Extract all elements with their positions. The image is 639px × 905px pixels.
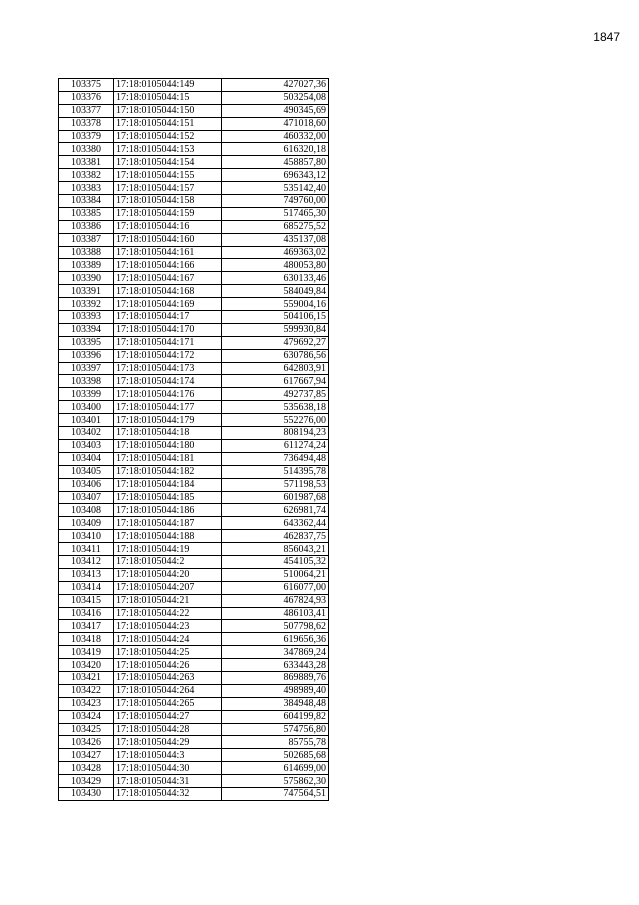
cadastral-value-cell: 619656,36 [222, 633, 329, 646]
row-number-cell: 103377 [59, 104, 114, 117]
cadastral-number-cell: 17:18:0105044:179 [114, 414, 222, 427]
cadastral-number-cell: 17:18:0105044:19 [114, 543, 222, 556]
table-row [59, 439, 329, 452]
cadastral-value-cell: 552276,00 [222, 414, 329, 427]
cadastral-number-cell: 17:18:0105044:3 [114, 749, 222, 762]
row-number-cell: 103383 [59, 182, 114, 195]
row-number-cell: 103378 [59, 117, 114, 130]
table-row [59, 117, 329, 130]
cadastral-number-cell: 17:18:0105044:152 [114, 130, 222, 143]
cadastral-value-cell: 604199,82 [222, 710, 329, 723]
row-number-cell: 103386 [59, 220, 114, 233]
table-row [59, 272, 329, 285]
cadastral-number-cell: 17:18:0105044:180 [114, 439, 222, 452]
cadastral-value-cell: 617667,94 [222, 375, 329, 388]
cadastral-number-cell: 17:18:0105044:17 [114, 311, 222, 324]
row-number-cell: 103375 [59, 79, 114, 92]
cadastral-number-cell: 17:18:0105044:171 [114, 336, 222, 349]
table-row [59, 388, 329, 401]
table-row [59, 697, 329, 710]
cadastral-value-cell: 502685,68 [222, 749, 329, 762]
cadastral-value-cell: 462837,75 [222, 530, 329, 543]
cadastral-number-cell: 17:18:0105044:184 [114, 478, 222, 491]
row-number-cell: 103379 [59, 130, 114, 143]
table-row [59, 375, 329, 388]
table-row [59, 298, 329, 311]
table-row [59, 762, 329, 775]
cadastral-number-cell: 17:18:0105044:155 [114, 169, 222, 182]
table-row [59, 156, 329, 169]
table-row [59, 336, 329, 349]
table-row [59, 594, 329, 607]
cadastral-value-cell: 517465,30 [222, 207, 329, 220]
table-row [59, 401, 329, 414]
cadastral-value-cell: 574756,80 [222, 723, 329, 736]
table-body [59, 79, 329, 801]
table-row [59, 684, 329, 697]
table-row [59, 452, 329, 465]
table-row [59, 169, 329, 182]
cadastral-number-cell: 17:18:0105044:16 [114, 220, 222, 233]
row-number-cell: 103394 [59, 323, 114, 336]
cadastral-value-cell: 510064,21 [222, 568, 329, 581]
cadastral-value-cell: 616077,00 [222, 581, 329, 594]
table-row [59, 233, 329, 246]
row-number-cell: 103402 [59, 427, 114, 440]
row-number-cell: 103411 [59, 543, 114, 556]
cadastral-value-cell: 460332,00 [222, 130, 329, 143]
row-number-cell: 103387 [59, 233, 114, 246]
row-number-cell: 103403 [59, 439, 114, 452]
table-row [59, 362, 329, 375]
table-row [59, 143, 329, 156]
row-number-cell: 103412 [59, 555, 114, 568]
cadastral-value-cell: 696343,12 [222, 169, 329, 182]
cadastral-number-cell: 17:18:0105044:25 [114, 646, 222, 659]
table-row [59, 104, 329, 117]
cadastral-value-cell: 736494,48 [222, 452, 329, 465]
cadastral-number-cell: 17:18:0105044:151 [114, 117, 222, 130]
cadastral-number-cell: 17:18:0105044:177 [114, 401, 222, 414]
table-row [59, 659, 329, 672]
row-number-cell: 103406 [59, 478, 114, 491]
table-row [59, 311, 329, 324]
row-number-cell: 103404 [59, 452, 114, 465]
table-row [59, 79, 329, 92]
cadastral-number-cell: 17:18:0105044:27 [114, 710, 222, 723]
cadastral-value-cell: 626981,74 [222, 504, 329, 517]
table-row [59, 775, 329, 788]
table-row [59, 530, 329, 543]
cadastral-value-cell: 747564,51 [222, 787, 329, 800]
table-row [59, 568, 329, 581]
cadastral-number-cell: 17:18:0105044:159 [114, 207, 222, 220]
cadastral-number-cell: 17:18:0105044:26 [114, 659, 222, 672]
cadastral-number-cell: 17:18:0105044:264 [114, 684, 222, 697]
cadastral-value-cell: 435137,08 [222, 233, 329, 246]
cadastral-value-cell: 584049,84 [222, 285, 329, 298]
cadastral-number-cell: 17:18:0105044:188 [114, 530, 222, 543]
cadastral-value-cell: 507798,62 [222, 620, 329, 633]
table-row [59, 543, 329, 556]
row-number-cell: 103389 [59, 259, 114, 272]
cadastral-number-cell: 17:18:0105044:174 [114, 375, 222, 388]
row-number-cell: 103384 [59, 195, 114, 208]
row-number-cell: 103382 [59, 169, 114, 182]
row-number-cell: 103419 [59, 646, 114, 659]
cadastral-number-cell: 17:18:0105044:22 [114, 607, 222, 620]
row-number-cell: 103376 [59, 91, 114, 104]
cadastral-value-cell: 685275,52 [222, 220, 329, 233]
cadastral-number-cell: 17:18:0105044:149 [114, 79, 222, 92]
cadastral-number-cell: 17:18:0105044:24 [114, 633, 222, 646]
row-number-cell: 103421 [59, 671, 114, 684]
cadastral-number-cell: 17:18:0105044:2 [114, 555, 222, 568]
cadastral-number-cell: 17:18:0105044:172 [114, 349, 222, 362]
row-number-cell: 103426 [59, 736, 114, 749]
cadastral-value-cell: 427027,36 [222, 79, 329, 92]
cadastral-value-cell: 808194,23 [222, 427, 329, 440]
table-row [59, 285, 329, 298]
cadastral-number-cell: 17:18:0105044:20 [114, 568, 222, 581]
row-number-cell: 103413 [59, 568, 114, 581]
page-number: 1847 [593, 30, 620, 44]
row-number-cell: 103424 [59, 710, 114, 723]
cadastral-value-cell: 633443,28 [222, 659, 329, 672]
cadastral-number-cell: 17:18:0105044:182 [114, 465, 222, 478]
row-number-cell: 103423 [59, 697, 114, 710]
cadastral-number-cell: 17:18:0105044:157 [114, 182, 222, 195]
cadastral-number-cell: 17:18:0105044:181 [114, 452, 222, 465]
cadastral-number-cell: 17:18:0105044:167 [114, 272, 222, 285]
table-row [59, 414, 329, 427]
cadastral-number-cell: 17:18:0105044:18 [114, 427, 222, 440]
row-number-cell: 103397 [59, 362, 114, 375]
table-row [59, 581, 329, 594]
table-row [59, 491, 329, 504]
cadastral-value-cell: 504106,15 [222, 311, 329, 324]
table-row [59, 787, 329, 800]
cadastral-value-cell: 479692,27 [222, 336, 329, 349]
cadastral-number-cell: 17:18:0105044:185 [114, 491, 222, 504]
row-number-cell: 103395 [59, 336, 114, 349]
table-row [59, 620, 329, 633]
cadastral-number-cell: 17:18:0105044:30 [114, 762, 222, 775]
cadastral-value-cell: 85755,78 [222, 736, 329, 749]
cadastral-value-cell: 486103,41 [222, 607, 329, 620]
row-number-cell: 103398 [59, 375, 114, 388]
row-number-cell: 103392 [59, 298, 114, 311]
cadastral-value-cell: 490345,69 [222, 104, 329, 117]
table-row [59, 710, 329, 723]
cadastral-number-cell: 17:18:0105044:32 [114, 787, 222, 800]
row-number-cell: 103390 [59, 272, 114, 285]
cadastral-value-cell: 630786,56 [222, 349, 329, 362]
cadastral-value-cell: 503254,08 [222, 91, 329, 104]
cadastral-value-cell: 749760,00 [222, 195, 329, 208]
table-row [59, 246, 329, 259]
cadastral-value-cell: 616320,18 [222, 143, 329, 156]
table-row [59, 182, 329, 195]
row-number-cell: 103381 [59, 156, 114, 169]
table-row [59, 504, 329, 517]
row-number-cell: 103414 [59, 581, 114, 594]
table-row [59, 736, 329, 749]
cadastral-value-cell: 347869,24 [222, 646, 329, 659]
row-number-cell: 103396 [59, 349, 114, 362]
cadastral-value-cell: 467824,93 [222, 594, 329, 607]
row-number-cell: 103401 [59, 414, 114, 427]
table-row [59, 323, 329, 336]
table-row [59, 478, 329, 491]
cadastral-number-cell: 17:18:0105044:21 [114, 594, 222, 607]
cadastral-value-cell: 642803,91 [222, 362, 329, 375]
table-row [59, 633, 329, 646]
cadastral-number-cell: 17:18:0105044:31 [114, 775, 222, 788]
cadastral-number-cell: 17:18:0105044:28 [114, 723, 222, 736]
cadastral-value-table [58, 78, 329, 801]
cadastral-number-cell: 17:18:0105044:169 [114, 298, 222, 311]
table-row [59, 91, 329, 104]
table-row [59, 427, 329, 440]
row-number-cell: 103388 [59, 246, 114, 259]
cadastral-number-cell: 17:18:0105044:187 [114, 517, 222, 530]
cadastral-number-cell: 17:18:0105044:153 [114, 143, 222, 156]
cadastral-value-cell: 535142,40 [222, 182, 329, 195]
table-row [59, 130, 329, 143]
row-number-cell: 103380 [59, 143, 114, 156]
cadastral-number-cell: 17:18:0105044:176 [114, 388, 222, 401]
table-row [59, 723, 329, 736]
cadastral-value-cell: 458857,80 [222, 156, 329, 169]
cadastral-value-cell: 599930,84 [222, 323, 329, 336]
cadastral-number-cell: 17:18:0105044:168 [114, 285, 222, 298]
row-number-cell: 103408 [59, 504, 114, 517]
cadastral-value-cell: 469363,02 [222, 246, 329, 259]
table-row [59, 646, 329, 659]
cadastral-value-cell: 471018,60 [222, 117, 329, 130]
cadastral-number-cell: 17:18:0105044:170 [114, 323, 222, 336]
cadastral-value-cell: 559004,16 [222, 298, 329, 311]
cadastral-number-cell: 17:18:0105044:207 [114, 581, 222, 594]
cadastral-value-cell: 571198,53 [222, 478, 329, 491]
cadastral-number-cell: 17:18:0105044:265 [114, 697, 222, 710]
row-number-cell: 103409 [59, 517, 114, 530]
cadastral-number-cell: 17:18:0105044:15 [114, 91, 222, 104]
cadastral-value-cell: 514395,78 [222, 465, 329, 478]
cadastral-value-cell: 614699,00 [222, 762, 329, 775]
row-number-cell: 103416 [59, 607, 114, 620]
table-row [59, 607, 329, 620]
cadastral-number-cell: 17:18:0105044:158 [114, 195, 222, 208]
cadastral-value-cell: 492737,85 [222, 388, 329, 401]
table-row [59, 517, 329, 530]
cadastral-number-cell: 17:18:0105044:186 [114, 504, 222, 517]
table-row [59, 465, 329, 478]
table-row [59, 555, 329, 568]
row-number-cell: 103427 [59, 749, 114, 762]
row-number-cell: 103410 [59, 530, 114, 543]
cadastral-value-cell: 869889,76 [222, 671, 329, 684]
cadastral-value-cell: 611274,24 [222, 439, 329, 452]
cadastral-number-cell: 17:18:0105044:160 [114, 233, 222, 246]
row-number-cell: 103405 [59, 465, 114, 478]
cadastral-number-cell: 17:18:0105044:150 [114, 104, 222, 117]
table-row [59, 671, 329, 684]
table-row [59, 195, 329, 208]
row-number-cell: 103399 [59, 388, 114, 401]
row-number-cell: 103393 [59, 311, 114, 324]
row-number-cell: 103391 [59, 285, 114, 298]
cadastral-number-cell: 17:18:0105044:263 [114, 671, 222, 684]
cadastral-value-cell: 454105,32 [222, 555, 329, 568]
row-number-cell: 103415 [59, 594, 114, 607]
cadastral-value-cell: 601987,68 [222, 491, 329, 504]
table-row [59, 220, 329, 233]
row-number-cell: 103407 [59, 491, 114, 504]
cadastral-value-cell: 480053,80 [222, 259, 329, 272]
cadastral-number-cell: 17:18:0105044:166 [114, 259, 222, 272]
row-number-cell: 103418 [59, 633, 114, 646]
cadastral-value-cell: 630133,46 [222, 272, 329, 285]
row-number-cell: 103420 [59, 659, 114, 672]
row-number-cell: 103425 [59, 723, 114, 736]
cadastral-number-cell: 17:18:0105044:23 [114, 620, 222, 633]
cadastral-value-cell: 856043,21 [222, 543, 329, 556]
row-number-cell: 103417 [59, 620, 114, 633]
cadastral-value-cell: 384948,48 [222, 697, 329, 710]
cadastral-value-cell: 643362,44 [222, 517, 329, 530]
row-number-cell: 103428 [59, 762, 114, 775]
row-number-cell: 103430 [59, 787, 114, 800]
row-number-cell: 103422 [59, 684, 114, 697]
cadastral-value-cell: 498989,40 [222, 684, 329, 697]
row-number-cell: 103385 [59, 207, 114, 220]
row-number-cell: 103429 [59, 775, 114, 788]
row-number-cell: 103400 [59, 401, 114, 414]
table-row [59, 259, 329, 272]
cadastral-number-cell: 17:18:0105044:173 [114, 362, 222, 375]
table-row [59, 749, 329, 762]
cadastral-value-cell: 535638,18 [222, 401, 329, 414]
table-row [59, 207, 329, 220]
cadastral-number-cell: 17:18:0105044:154 [114, 156, 222, 169]
cadastral-value-cell: 575862,30 [222, 775, 329, 788]
cadastral-number-cell: 17:18:0105044:29 [114, 736, 222, 749]
cadastral-number-cell: 17:18:0105044:161 [114, 246, 222, 259]
table-row [59, 349, 329, 362]
